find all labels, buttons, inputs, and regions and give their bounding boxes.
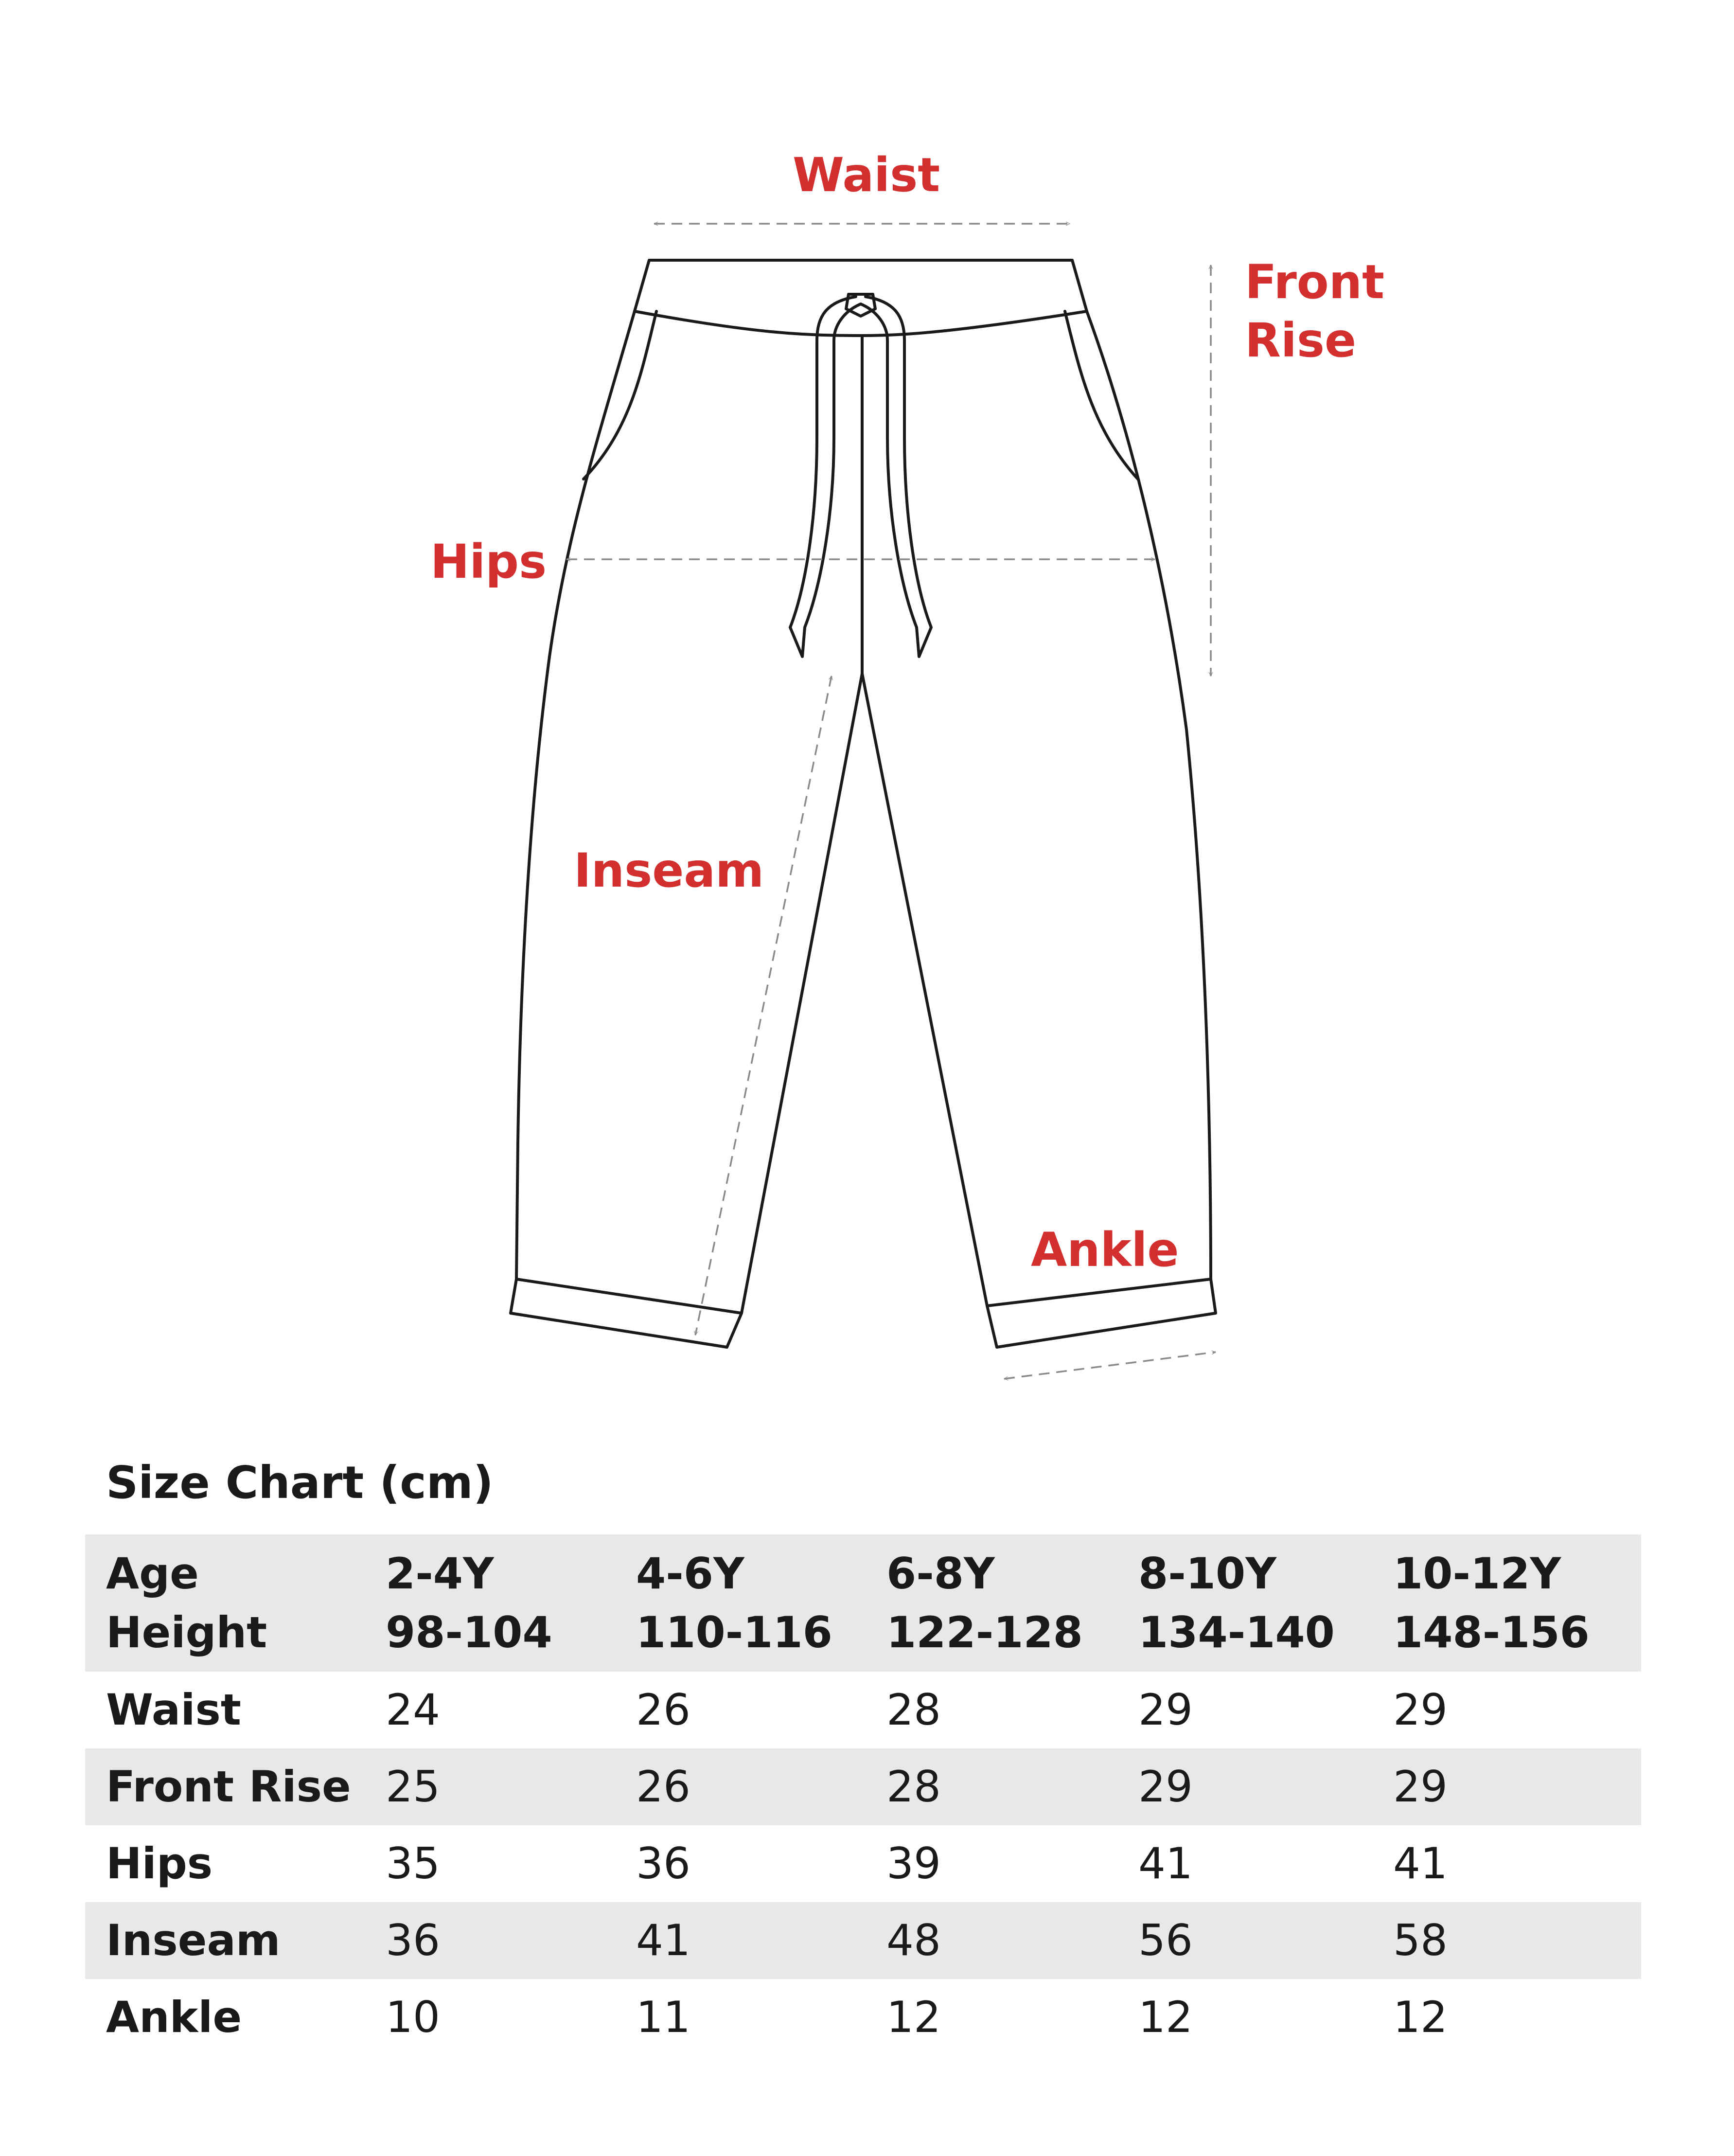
height-value: 98-104 — [386, 1607, 552, 1657]
size-chart-table — [85, 1534, 1641, 2056]
table-cell: 41 — [1393, 1838, 1448, 1889]
header-label-cell — [106, 1534, 267, 1672]
age-value: 4-6Y — [636, 1548, 744, 1599]
table-cell: 41 — [1138, 1838, 1193, 1889]
size-chart-title: Size Chart (cm) — [106, 1457, 494, 1509]
size-column-header — [1138, 1534, 1335, 1672]
table-cell: 28 — [886, 1762, 941, 1812]
right-pocket — [1065, 311, 1138, 479]
table-cell: 48 — [886, 1915, 941, 1966]
table-cell: 28 — [886, 1685, 941, 1735]
waist-label: Waist — [793, 148, 940, 202]
table-cell: 29 — [1393, 1762, 1448, 1812]
height-label: Height — [106, 1607, 267, 1657]
age-value: 6-8Y — [886, 1548, 995, 1599]
age-value: 2-4Y — [386, 1548, 494, 1599]
height-value: 148-156 — [1393, 1607, 1590, 1657]
table-row-inseam — [85, 1902, 1641, 1979]
size-column-header — [636, 1534, 832, 1672]
table-cell: 25 — [386, 1762, 440, 1812]
row-label: Waist — [106, 1685, 241, 1735]
size-column-header — [886, 1534, 1083, 1672]
waistband — [635, 260, 1087, 336]
ankle-label: Ankle — [1031, 1223, 1179, 1277]
hips-label: Hips — [430, 535, 547, 589]
row-label: Front Rise — [106, 1762, 351, 1812]
table-row-waist — [85, 1672, 1641, 1748]
table-row-ankle — [85, 1979, 1641, 2056]
table-cell: 10 — [386, 1992, 440, 2043]
row-label: Ankle — [106, 1992, 242, 2043]
table-row-front-rise — [85, 1748, 1641, 1825]
table-cell: 41 — [636, 1915, 690, 1966]
table-cell: 12 — [1393, 1992, 1448, 2043]
table-cell: 58 — [1393, 1915, 1448, 1966]
table-cell: 35 — [386, 1838, 440, 1889]
table-cell: 56 — [1138, 1915, 1193, 1966]
table-header-row — [85, 1534, 1641, 1672]
height-value: 134-140 — [1138, 1607, 1335, 1657]
table-cell: 26 — [636, 1762, 690, 1812]
table-cell: 39 — [886, 1838, 941, 1889]
drawstring-left — [790, 297, 861, 657]
inseam-label: Inseam — [574, 843, 764, 898]
table-row-hips — [85, 1825, 1641, 1902]
row-label: Inseam — [106, 1915, 281, 1966]
row-label: Hips — [106, 1838, 213, 1889]
age-value: 8-10Y — [1138, 1548, 1276, 1599]
ankle-guide — [1004, 1352, 1216, 1379]
right-cuff — [987, 1279, 1211, 1306]
table-cell: 11 — [636, 1992, 690, 2043]
size-column-header — [1393, 1534, 1590, 1672]
table-cell: 12 — [1138, 1992, 1193, 2043]
height-value: 122-128 — [886, 1607, 1083, 1657]
table-cell: 29 — [1138, 1762, 1193, 1812]
table-cell: 26 — [636, 1685, 690, 1735]
table-cell: 29 — [1138, 1685, 1193, 1735]
inseam-guide — [695, 676, 832, 1335]
left-cuff — [516, 1279, 742, 1313]
table-cell: 29 — [1393, 1685, 1448, 1735]
front-rise-label: Front Rise — [1245, 255, 1384, 368]
table-cell: 36 — [636, 1838, 690, 1889]
drawstring-right — [861, 297, 931, 657]
size-column-header — [386, 1534, 552, 1672]
table-cell: 12 — [886, 1992, 941, 2043]
age-label: Age — [106, 1548, 199, 1599]
height-value: 110-116 — [636, 1607, 832, 1657]
table-cell: 36 — [386, 1915, 440, 1966]
age-value: 10-12Y — [1393, 1548, 1561, 1599]
table-cell: 24 — [386, 1685, 440, 1735]
